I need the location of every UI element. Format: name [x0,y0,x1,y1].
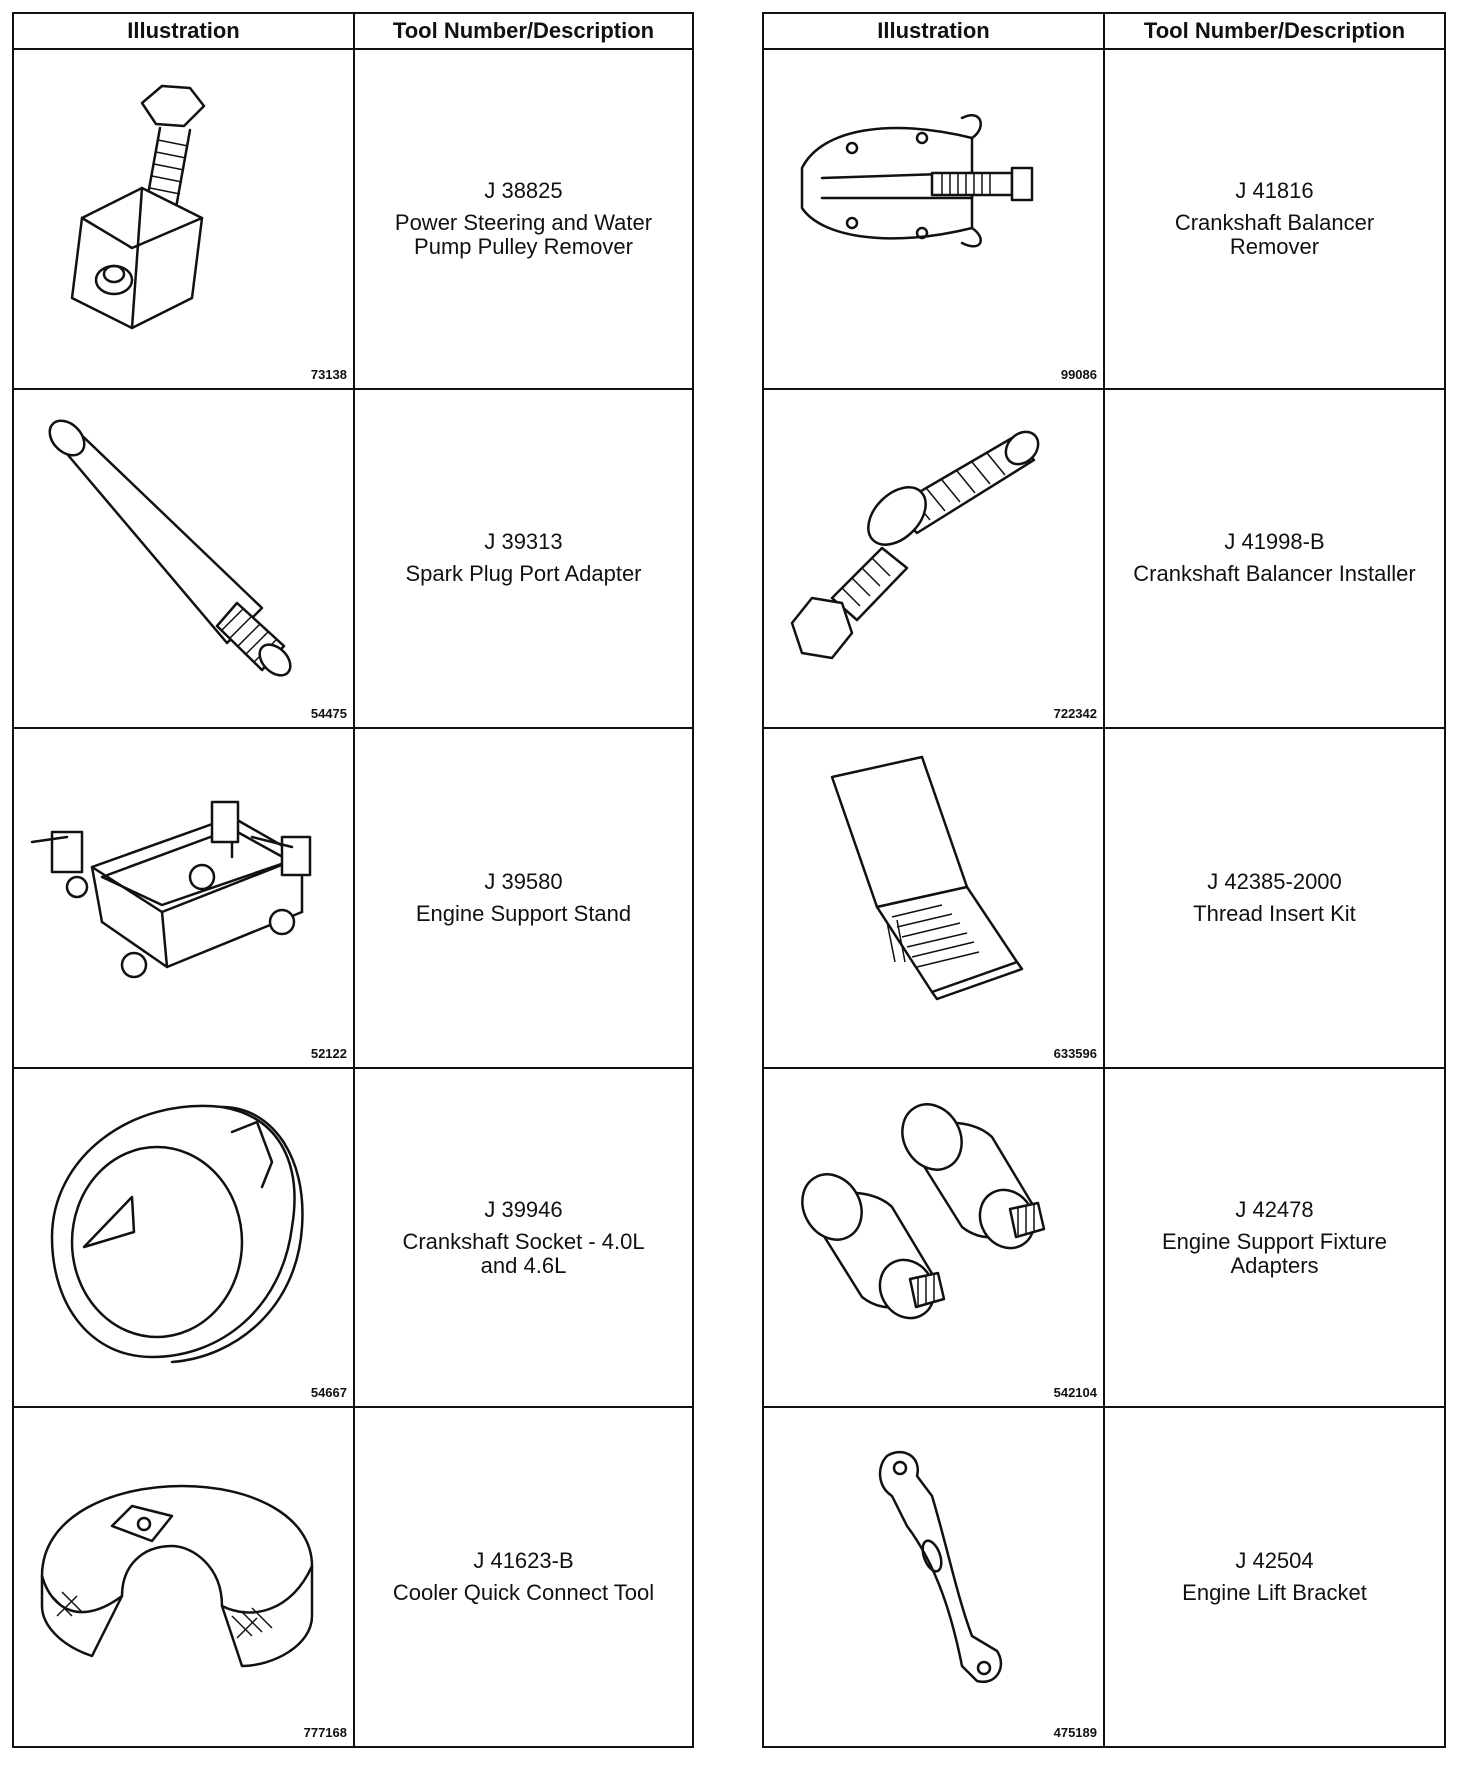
balancer-puller-icon [772,58,1092,354]
tool-description: Crankshaft Balancer Remover [1174,209,1375,259]
illustration-cell [14,1069,355,1407]
engine-stand-icon [22,737,342,1033]
tool-row [14,729,692,1069]
description-cell [1105,729,1444,1067]
figure-number: 722342 [1053,706,1097,722]
description-cell [355,390,692,728]
quick-connect-tool-icon [22,1416,342,1712]
crankshaft-socket-icon [22,1077,342,1373]
description-cell [355,50,692,388]
thread-insert-kit-icon [772,737,1092,1033]
tool-number: J 39313 [484,529,563,555]
description-cell [1105,1408,1444,1746]
description-cell [1105,1069,1444,1407]
description-cell [1105,390,1444,728]
tool-number: J 42385-2000 [1207,868,1342,894]
table-header [14,14,692,50]
tool-description: Engine Support Fixture Adapters [1161,1228,1388,1278]
description-cell [1105,50,1444,388]
figure-number: 54667 [310,1385,347,1401]
tool-number: J 39580 [484,868,563,894]
tool-row [14,390,692,730]
tool-row [764,50,1444,390]
tool-header: Tool Number/Description [1143,18,1406,43]
tool-description: Engine Support Stand [415,900,632,926]
illustration-cell [14,1408,355,1746]
illustration-cell [764,1069,1105,1407]
description-cell [355,1069,692,1407]
illustration-cell [14,50,355,388]
tool-header: Tool Number/Description [392,18,655,43]
tool-description: Crankshaft Balancer Installer [1133,561,1416,587]
table-header [764,14,1444,50]
tool-description: Cooler Quick Connect Tool [392,1580,655,1606]
illustration-header: Illustration [14,14,355,48]
tool-description: Spark Plug Port Adapter [405,561,642,587]
balancer-installer-icon [772,398,1092,694]
tool-row [14,1069,692,1409]
tool-number: J 39946 [484,1196,563,1222]
figure-number: 475189 [1053,1724,1097,1740]
tool-row [14,1408,692,1746]
illustration-cell [14,729,355,1067]
illustration-cell [14,390,355,728]
illustration-cell [764,50,1105,388]
pulley-remover-icon [22,58,342,354]
figure-number: 99086 [1060,366,1097,382]
tool-number: J 38825 [484,177,563,203]
illustration-cell [764,1408,1105,1746]
tool-number: J 42504 [1235,1548,1314,1574]
description-cell [355,1408,692,1746]
tool-number: J 41998-B [1224,529,1325,555]
lift-bracket-icon [772,1416,1092,1712]
tool-number: J 41623-B [473,1548,574,1574]
figure-number: 633596 [1053,1045,1097,1061]
figure-number: 777168 [303,1724,347,1740]
tool-description: Engine Lift Bracket [1182,1580,1367,1606]
tool-row [764,390,1444,730]
illustration-cell [764,390,1105,728]
figure-number: 54475 [310,706,347,722]
figure-number: 542104 [1053,1385,1097,1401]
tool-description: Thread Insert Kit [1193,900,1356,926]
tool-number: J 42478 [1235,1196,1314,1222]
tool-row [764,729,1444,1069]
tool-description: Crankshaft Socket - 4.0L and 4.6L [402,1228,645,1278]
figure-number: 73138 [310,366,347,382]
tool-row [764,1408,1444,1746]
figure-number: 52122 [310,1045,347,1061]
illustration-cell [764,729,1105,1067]
tool-row [764,1069,1444,1409]
tool-table-left [12,12,694,1748]
tool-number: J 41816 [1235,177,1314,203]
fixture-adapters-icon [772,1077,1092,1373]
tool-description: Power Steering and Water Pump Pulley Remover [394,209,653,259]
tool-row [14,50,692,390]
description-cell [355,729,692,1067]
illustration-header: Illustration [764,14,1105,48]
spark-plug-adapter-icon [22,398,342,694]
tool-table-right [762,12,1446,1748]
